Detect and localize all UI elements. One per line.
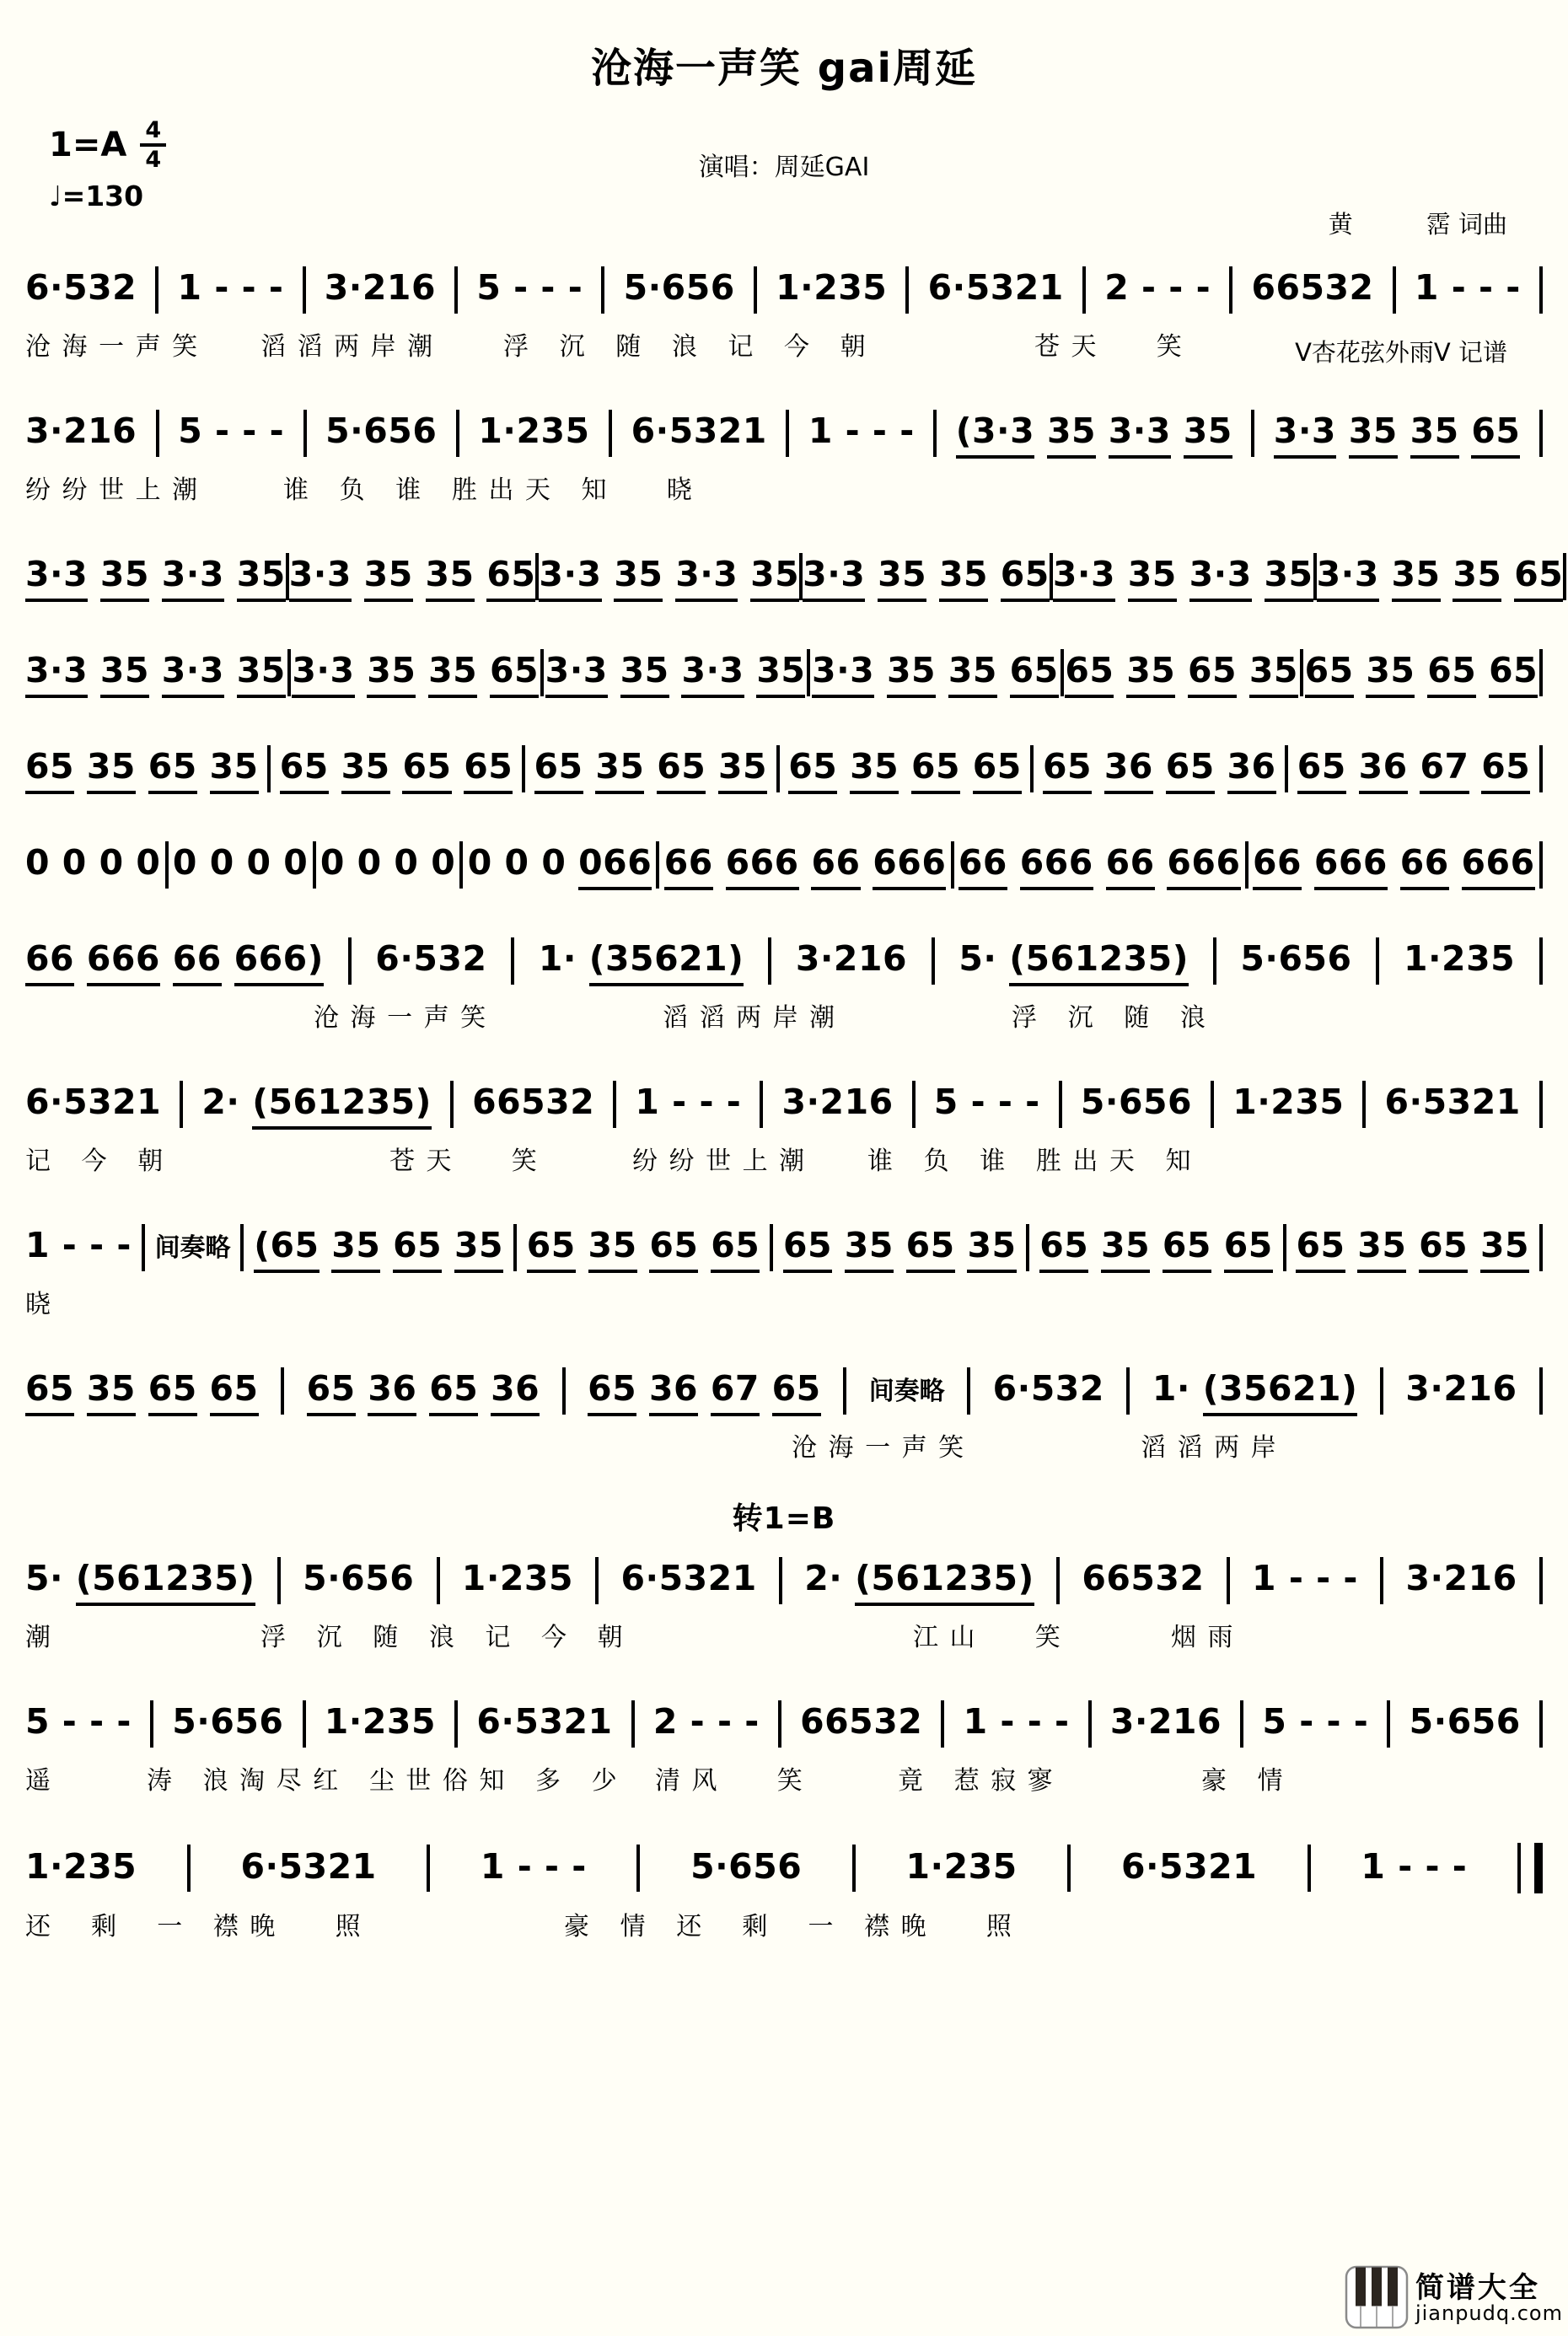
barline bbox=[1240, 1700, 1243, 1748]
barline bbox=[1082, 266, 1086, 314]
measure: 1 - - - bbox=[1252, 1558, 1358, 1598]
barline bbox=[1227, 1557, 1230, 1604]
composer-line: 黄 霑 词曲 bbox=[1328, 209, 1507, 239]
barline bbox=[1539, 1367, 1543, 1415]
measure: 0 0 0 0 bbox=[320, 842, 456, 883]
measure: 5 - - - bbox=[476, 267, 583, 308]
lyric-segment: 沧 海 一 声 笑 bbox=[792, 1433, 966, 1463]
measure: 0 0 0 0 bbox=[25, 842, 161, 883]
lyrics-row bbox=[25, 1905, 1543, 1941]
measure: 65 35 65 35 bbox=[25, 744, 259, 792]
barline bbox=[240, 1224, 244, 1271]
measure: 1·235 bbox=[1232, 1082, 1345, 1122]
barline bbox=[303, 410, 307, 457]
measure: 5 - - - bbox=[1262, 1701, 1369, 1742]
measure: 3·216 bbox=[1405, 1558, 1517, 1598]
measure: 66 666 66 666 bbox=[1253, 840, 1535, 889]
barline bbox=[522, 745, 525, 792]
measure: 2· (561235) bbox=[804, 1556, 1034, 1604]
measure: 2 - - - bbox=[1104, 267, 1211, 308]
lyrics-row bbox=[25, 1140, 1543, 1175]
measure: 65 35 65 65 bbox=[1305, 648, 1538, 696]
score-line bbox=[25, 1700, 1543, 1795]
measure: 5·656 bbox=[1240, 938, 1352, 979]
barline bbox=[807, 649, 810, 696]
measure: 3·216 bbox=[1109, 1701, 1222, 1742]
transcriber-line: V杏花弦外雨V 记谱 bbox=[1295, 337, 1507, 367]
lyric-segment: 竟 惹 寂 寥 bbox=[898, 1766, 1055, 1796]
measure: 66532 bbox=[472, 1082, 595, 1122]
measure: 1·235 bbox=[324, 1701, 436, 1742]
barline bbox=[1067, 1845, 1071, 1892]
measure: 5·656 bbox=[623, 267, 735, 308]
barline bbox=[303, 1700, 306, 1748]
notes-row bbox=[25, 840, 1543, 889]
measure: 66 666 66 666 bbox=[664, 840, 947, 889]
measure: 65 35 65 35 bbox=[534, 744, 768, 792]
barline bbox=[1059, 1081, 1062, 1128]
notes-row bbox=[25, 1367, 1543, 1415]
notes-row bbox=[25, 1700, 1543, 1748]
measure: 3·216 bbox=[795, 938, 907, 979]
lyric-segment: 沧 海 一 声 笑 bbox=[25, 332, 200, 362]
barline bbox=[427, 1845, 430, 1892]
measure: 66532 bbox=[800, 1701, 923, 1742]
score-line bbox=[25, 1367, 1543, 1462]
measure: 6·532 bbox=[992, 1368, 1104, 1409]
notes-row bbox=[25, 648, 1543, 696]
measure: 65 35 65 65 bbox=[788, 744, 1022, 792]
measure: 3·216 bbox=[324, 267, 436, 308]
measure: 65 36 67 65 bbox=[1297, 744, 1531, 792]
score-line bbox=[25, 1556, 1543, 1651]
measure: 3·216 bbox=[1405, 1368, 1517, 1409]
measure: 1·235 bbox=[776, 267, 888, 308]
barline bbox=[1283, 1224, 1286, 1271]
barline bbox=[843, 1367, 846, 1415]
barline bbox=[456, 410, 459, 457]
barline bbox=[932, 937, 935, 985]
barline bbox=[454, 266, 458, 314]
barline bbox=[180, 1081, 183, 1128]
lyric-segment: 沧 海 一 声 笑 bbox=[314, 1003, 488, 1033]
measure: 66532 bbox=[1082, 1558, 1205, 1598]
measure: 1·235 bbox=[461, 1558, 573, 1598]
barline bbox=[165, 841, 169, 889]
measure: 6·532 bbox=[25, 267, 137, 308]
measure: 65 36 67 65 bbox=[588, 1367, 821, 1415]
barline bbox=[277, 1557, 281, 1604]
barline bbox=[852, 1845, 856, 1892]
notes-row bbox=[25, 1556, 1543, 1604]
measure: 3·3 35 35 65 bbox=[292, 648, 539, 696]
notes-row bbox=[25, 744, 1543, 792]
barline bbox=[912, 1081, 916, 1128]
lyric-segment: 苍 天 笑 bbox=[1034, 332, 1184, 362]
measure: 0 0 0 066 bbox=[468, 840, 652, 889]
score-line bbox=[25, 648, 1543, 696]
notes-row bbox=[25, 1223, 1543, 1271]
score-line bbox=[25, 937, 1543, 1032]
measure: 3·3 35 3·3 35 bbox=[545, 648, 806, 696]
barline bbox=[601, 266, 604, 314]
measure: 3·3 35 3·3 35 bbox=[25, 648, 286, 696]
page-title: 沧海一声笑 gai周延 bbox=[591, 45, 977, 92]
barline bbox=[595, 1557, 599, 1604]
lyric-segment: 滔 滔 两 岸 bbox=[1141, 1433, 1278, 1463]
barline bbox=[631, 1700, 635, 1748]
score-line bbox=[25, 744, 1543, 792]
barline bbox=[1539, 266, 1543, 314]
measure: 1 - - - bbox=[480, 1845, 587, 1887]
barline bbox=[142, 1224, 145, 1271]
barline bbox=[540, 649, 544, 696]
measure: 3·3 35 35 65 bbox=[1317, 552, 1564, 600]
barline bbox=[348, 937, 352, 985]
barline bbox=[1211, 1081, 1214, 1128]
measure: 3·3 35 35 65 bbox=[1274, 409, 1521, 457]
barline bbox=[1300, 649, 1303, 696]
measure: 5·656 bbox=[325, 411, 438, 451]
score-line bbox=[25, 1843, 1543, 1941]
barline bbox=[1539, 937, 1543, 985]
site-name: 简谱大全 bbox=[1415, 2270, 1540, 2305]
measure: 6·5321 bbox=[1120, 1845, 1258, 1887]
lyrics-row bbox=[25, 996, 1543, 1032]
interlude-label: 间奏略 bbox=[868, 1376, 945, 1406]
score-line bbox=[25, 552, 1564, 600]
barline bbox=[1229, 266, 1232, 314]
barline bbox=[187, 1845, 191, 1892]
lyric-segment: 苍 天 笑 bbox=[389, 1147, 539, 1176]
notes-row bbox=[25, 937, 1543, 985]
lyric-segment: 遥 bbox=[25, 1766, 52, 1796]
barline bbox=[1030, 745, 1034, 792]
measure: 3·3 35 3·3 35 bbox=[539, 552, 799, 600]
measure: 5·656 bbox=[1409, 1701, 1521, 1742]
lyric-segment: 涛 浪 淘 尽 红 尘 世 俗 知 多 少 bbox=[147, 1766, 619, 1796]
measure: 3·216 bbox=[781, 1082, 894, 1122]
measure: 3·216 bbox=[25, 411, 137, 451]
notes-row bbox=[25, 1080, 1543, 1128]
measure: 3·3 35 35 65 bbox=[803, 552, 1050, 600]
barline bbox=[281, 1367, 284, 1415]
lyric-segment: 记 今 朝 bbox=[25, 1147, 165, 1176]
barline bbox=[1376, 937, 1379, 985]
barline bbox=[1362, 1081, 1366, 1128]
barline bbox=[778, 1700, 781, 1748]
measure: 65 35 65 35 bbox=[783, 1223, 1017, 1271]
lyric-segment: 谁 负 谁 胜 出 天 知 bbox=[867, 1147, 1193, 1176]
barline bbox=[1563, 553, 1566, 600]
barline bbox=[1056, 1557, 1060, 1604]
lyric-segment: 滔 滔 两 岸 潮 bbox=[663, 1003, 837, 1033]
lyric-segment: 豪 情 bbox=[1201, 1766, 1285, 1796]
lyric-segment: 滔 滔 两 岸 潮 bbox=[260, 332, 435, 362]
measure: 0 0 0 0 bbox=[172, 842, 309, 883]
barline bbox=[313, 841, 316, 889]
score-line bbox=[25, 1080, 1543, 1175]
barline bbox=[450, 1081, 454, 1128]
measure: 5· (561235) bbox=[959, 937, 1189, 985]
measure: 5· (561235) bbox=[25, 1556, 255, 1604]
barline bbox=[1539, 1557, 1543, 1604]
barline bbox=[1539, 841, 1543, 889]
barline bbox=[459, 841, 463, 889]
lyric-segment: 晓 bbox=[25, 1290, 52, 1319]
barline bbox=[770, 1224, 773, 1271]
lyrics-row bbox=[25, 469, 1543, 504]
barline bbox=[513, 1224, 517, 1271]
key-label: 1=A bbox=[49, 126, 127, 164]
score bbox=[25, 266, 1564, 1941]
barline bbox=[267, 745, 271, 792]
lyric-segment: 江 山 笑 bbox=[913, 1623, 1062, 1652]
measure: 1 - - - bbox=[177, 267, 284, 308]
measure: 1 - - - bbox=[808, 411, 915, 451]
measure: 5 - - - bbox=[933, 1082, 1040, 1122]
measure: 1·235 bbox=[905, 1845, 1018, 1887]
measure: 5 - - - bbox=[178, 411, 285, 451]
measure: 5·656 bbox=[690, 1845, 803, 1887]
score-line bbox=[25, 1223, 1543, 1318]
barline bbox=[1126, 1367, 1130, 1415]
measure: (3·3 35 3·3 35 bbox=[956, 409, 1232, 457]
barline bbox=[156, 410, 159, 457]
measure: 6·5321 bbox=[476, 1701, 613, 1742]
barline bbox=[951, 841, 954, 889]
measure: 5·656 bbox=[172, 1701, 284, 1742]
barline bbox=[776, 745, 780, 792]
barline bbox=[1539, 1081, 1543, 1128]
measure: 5·656 bbox=[1080, 1082, 1193, 1122]
key-change-label: 转1=B bbox=[732, 1501, 836, 1536]
measure: (65 35 65 35 bbox=[254, 1223, 503, 1271]
barline bbox=[1245, 841, 1248, 889]
measure: 66 666 66 666) bbox=[25, 937, 324, 985]
lyric-segment: 潮 bbox=[25, 1623, 52, 1652]
barline bbox=[150, 1700, 153, 1748]
barline bbox=[779, 1557, 782, 1604]
site-url: jianpudq.com bbox=[1415, 2301, 1563, 2326]
barline bbox=[754, 266, 757, 314]
barline bbox=[613, 1081, 616, 1128]
barline bbox=[155, 266, 158, 314]
interlude-label: 间奏略 bbox=[154, 1232, 231, 1263]
barline bbox=[454, 1700, 458, 1748]
measure: 3·3 35 3·3 35 bbox=[25, 552, 286, 600]
measure: 6·5321 bbox=[620, 1558, 757, 1598]
lyric-segment: 浮 沉 随 浪 bbox=[1012, 1003, 1207, 1033]
barline bbox=[905, 266, 909, 314]
measure: 3·3 35 35 65 bbox=[812, 648, 1059, 696]
measure: 65 36 65 36 bbox=[1043, 744, 1276, 792]
barline bbox=[1380, 1557, 1383, 1604]
lyrics-row bbox=[25, 1759, 1543, 1795]
measure: 65 36 65 36 bbox=[307, 1367, 540, 1415]
barline bbox=[1387, 1700, 1390, 1748]
measure: 6·5321 bbox=[240, 1845, 377, 1887]
measure: 6·5321 bbox=[631, 411, 767, 451]
barline bbox=[760, 1081, 763, 1128]
measure: 1 - - - bbox=[635, 1082, 742, 1122]
tempo-marking: ♩=130 bbox=[49, 180, 144, 212]
lyric-segment: 纷 纷 世 上 潮 bbox=[632, 1147, 807, 1176]
measure: 65 35 65 35 bbox=[1296, 1223, 1529, 1271]
time-signature-top: 4 bbox=[140, 119, 166, 147]
measure: 2 - - - bbox=[652, 1701, 760, 1742]
barline bbox=[1061, 649, 1064, 696]
piano-keys-icon bbox=[1345, 2265, 1409, 2333]
measure: 1·235 bbox=[478, 411, 590, 451]
barline bbox=[609, 410, 612, 457]
measure: 1·235 bbox=[1403, 938, 1516, 979]
measure: 1 - - - bbox=[1361, 1845, 1468, 1887]
lyrics-row bbox=[25, 325, 1543, 361]
measure: 6·5321 bbox=[25, 1082, 162, 1122]
lyrics-row bbox=[25, 1616, 1543, 1651]
measure: 5·656 bbox=[303, 1558, 415, 1598]
notes-row bbox=[25, 552, 1564, 600]
barline bbox=[636, 1845, 640, 1892]
barline bbox=[1088, 1700, 1092, 1748]
measure: 1·235 bbox=[25, 1845, 137, 1887]
lyric-segment: 豪 情 还 剩 一 襟 晚 照 bbox=[564, 1912, 1013, 1941]
measure: 65 35 65 35 bbox=[1065, 648, 1298, 696]
lyric-segment: 清 风 笑 bbox=[655, 1766, 804, 1796]
barline bbox=[1539, 1224, 1543, 1271]
lyric-segment: 浮 沉 随 浪 记 今 朝 bbox=[260, 1623, 625, 1652]
barline bbox=[1213, 937, 1216, 985]
measure: 65 35 65 65 bbox=[25, 1367, 259, 1415]
measure: 65 35 65 65 bbox=[527, 1223, 760, 1271]
barline bbox=[562, 1367, 566, 1415]
measure: 2· (561235) bbox=[201, 1080, 432, 1128]
lyric-segment: 谁 负 谁 胜 出 天 知 晓 bbox=[283, 475, 694, 505]
barline bbox=[933, 410, 937, 457]
measure: 6·5321 bbox=[1384, 1082, 1521, 1122]
score-line bbox=[25, 840, 1543, 889]
barline bbox=[967, 1367, 970, 1415]
measure: 65 35 65 65 bbox=[280, 744, 513, 792]
barline bbox=[1539, 745, 1543, 792]
notes-row bbox=[25, 1843, 1543, 1893]
barline bbox=[1380, 1367, 1383, 1415]
measure: 3·3 35 3·3 35 bbox=[1053, 552, 1313, 600]
barline bbox=[287, 649, 291, 696]
measure: 1 - - - bbox=[1414, 267, 1521, 308]
measure: 3·3 35 35 65 bbox=[289, 552, 536, 600]
lyric-segment: 纷 纷 世 上 潮 bbox=[25, 475, 200, 505]
barline bbox=[1251, 410, 1254, 457]
measure: 66532 bbox=[1251, 267, 1374, 308]
composer-credits bbox=[1295, 117, 1507, 459]
singer-credit: 演唱：周延GAI bbox=[698, 153, 870, 182]
lyric-segment: 还 剩 一 襟 晚 照 bbox=[25, 1912, 362, 1941]
barline bbox=[768, 937, 771, 985]
barline bbox=[437, 1557, 440, 1604]
lyric-segment: 烟 雨 bbox=[1171, 1623, 1235, 1652]
barline bbox=[941, 1700, 944, 1748]
measure: 6·5321 bbox=[927, 267, 1064, 308]
measure: 1 - - - bbox=[963, 1701, 1070, 1742]
measure: 65 35 65 65 bbox=[1039, 1223, 1273, 1271]
measure: 6·532 bbox=[375, 938, 487, 979]
measure: 1 - - - bbox=[25, 1225, 132, 1265]
barline bbox=[1026, 1224, 1029, 1271]
measure: 1· (35621) bbox=[1152, 1367, 1358, 1415]
barline bbox=[1285, 745, 1288, 792]
lyrics-row bbox=[25, 1283, 1543, 1318]
barline bbox=[303, 266, 306, 314]
lyrics-row bbox=[25, 1426, 1543, 1462]
barline bbox=[1539, 649, 1543, 696]
time-signature-bottom: 4 bbox=[145, 147, 162, 173]
measure: 66 666 66 666 bbox=[959, 840, 1241, 889]
measure: 1· (35621) bbox=[539, 937, 744, 985]
barline bbox=[1539, 1700, 1543, 1748]
barline bbox=[1539, 410, 1543, 457]
barline bbox=[1308, 1845, 1311, 1892]
measure: 5 - - - bbox=[25, 1701, 132, 1742]
barline bbox=[656, 841, 659, 889]
final-barline bbox=[1517, 1843, 1543, 1893]
barline bbox=[511, 937, 514, 985]
lyric-segment: 浮 沉 随 浪 记 今 朝 bbox=[503, 332, 867, 362]
footer-logo bbox=[1345, 2265, 1563, 2333]
barline bbox=[786, 410, 789, 457]
